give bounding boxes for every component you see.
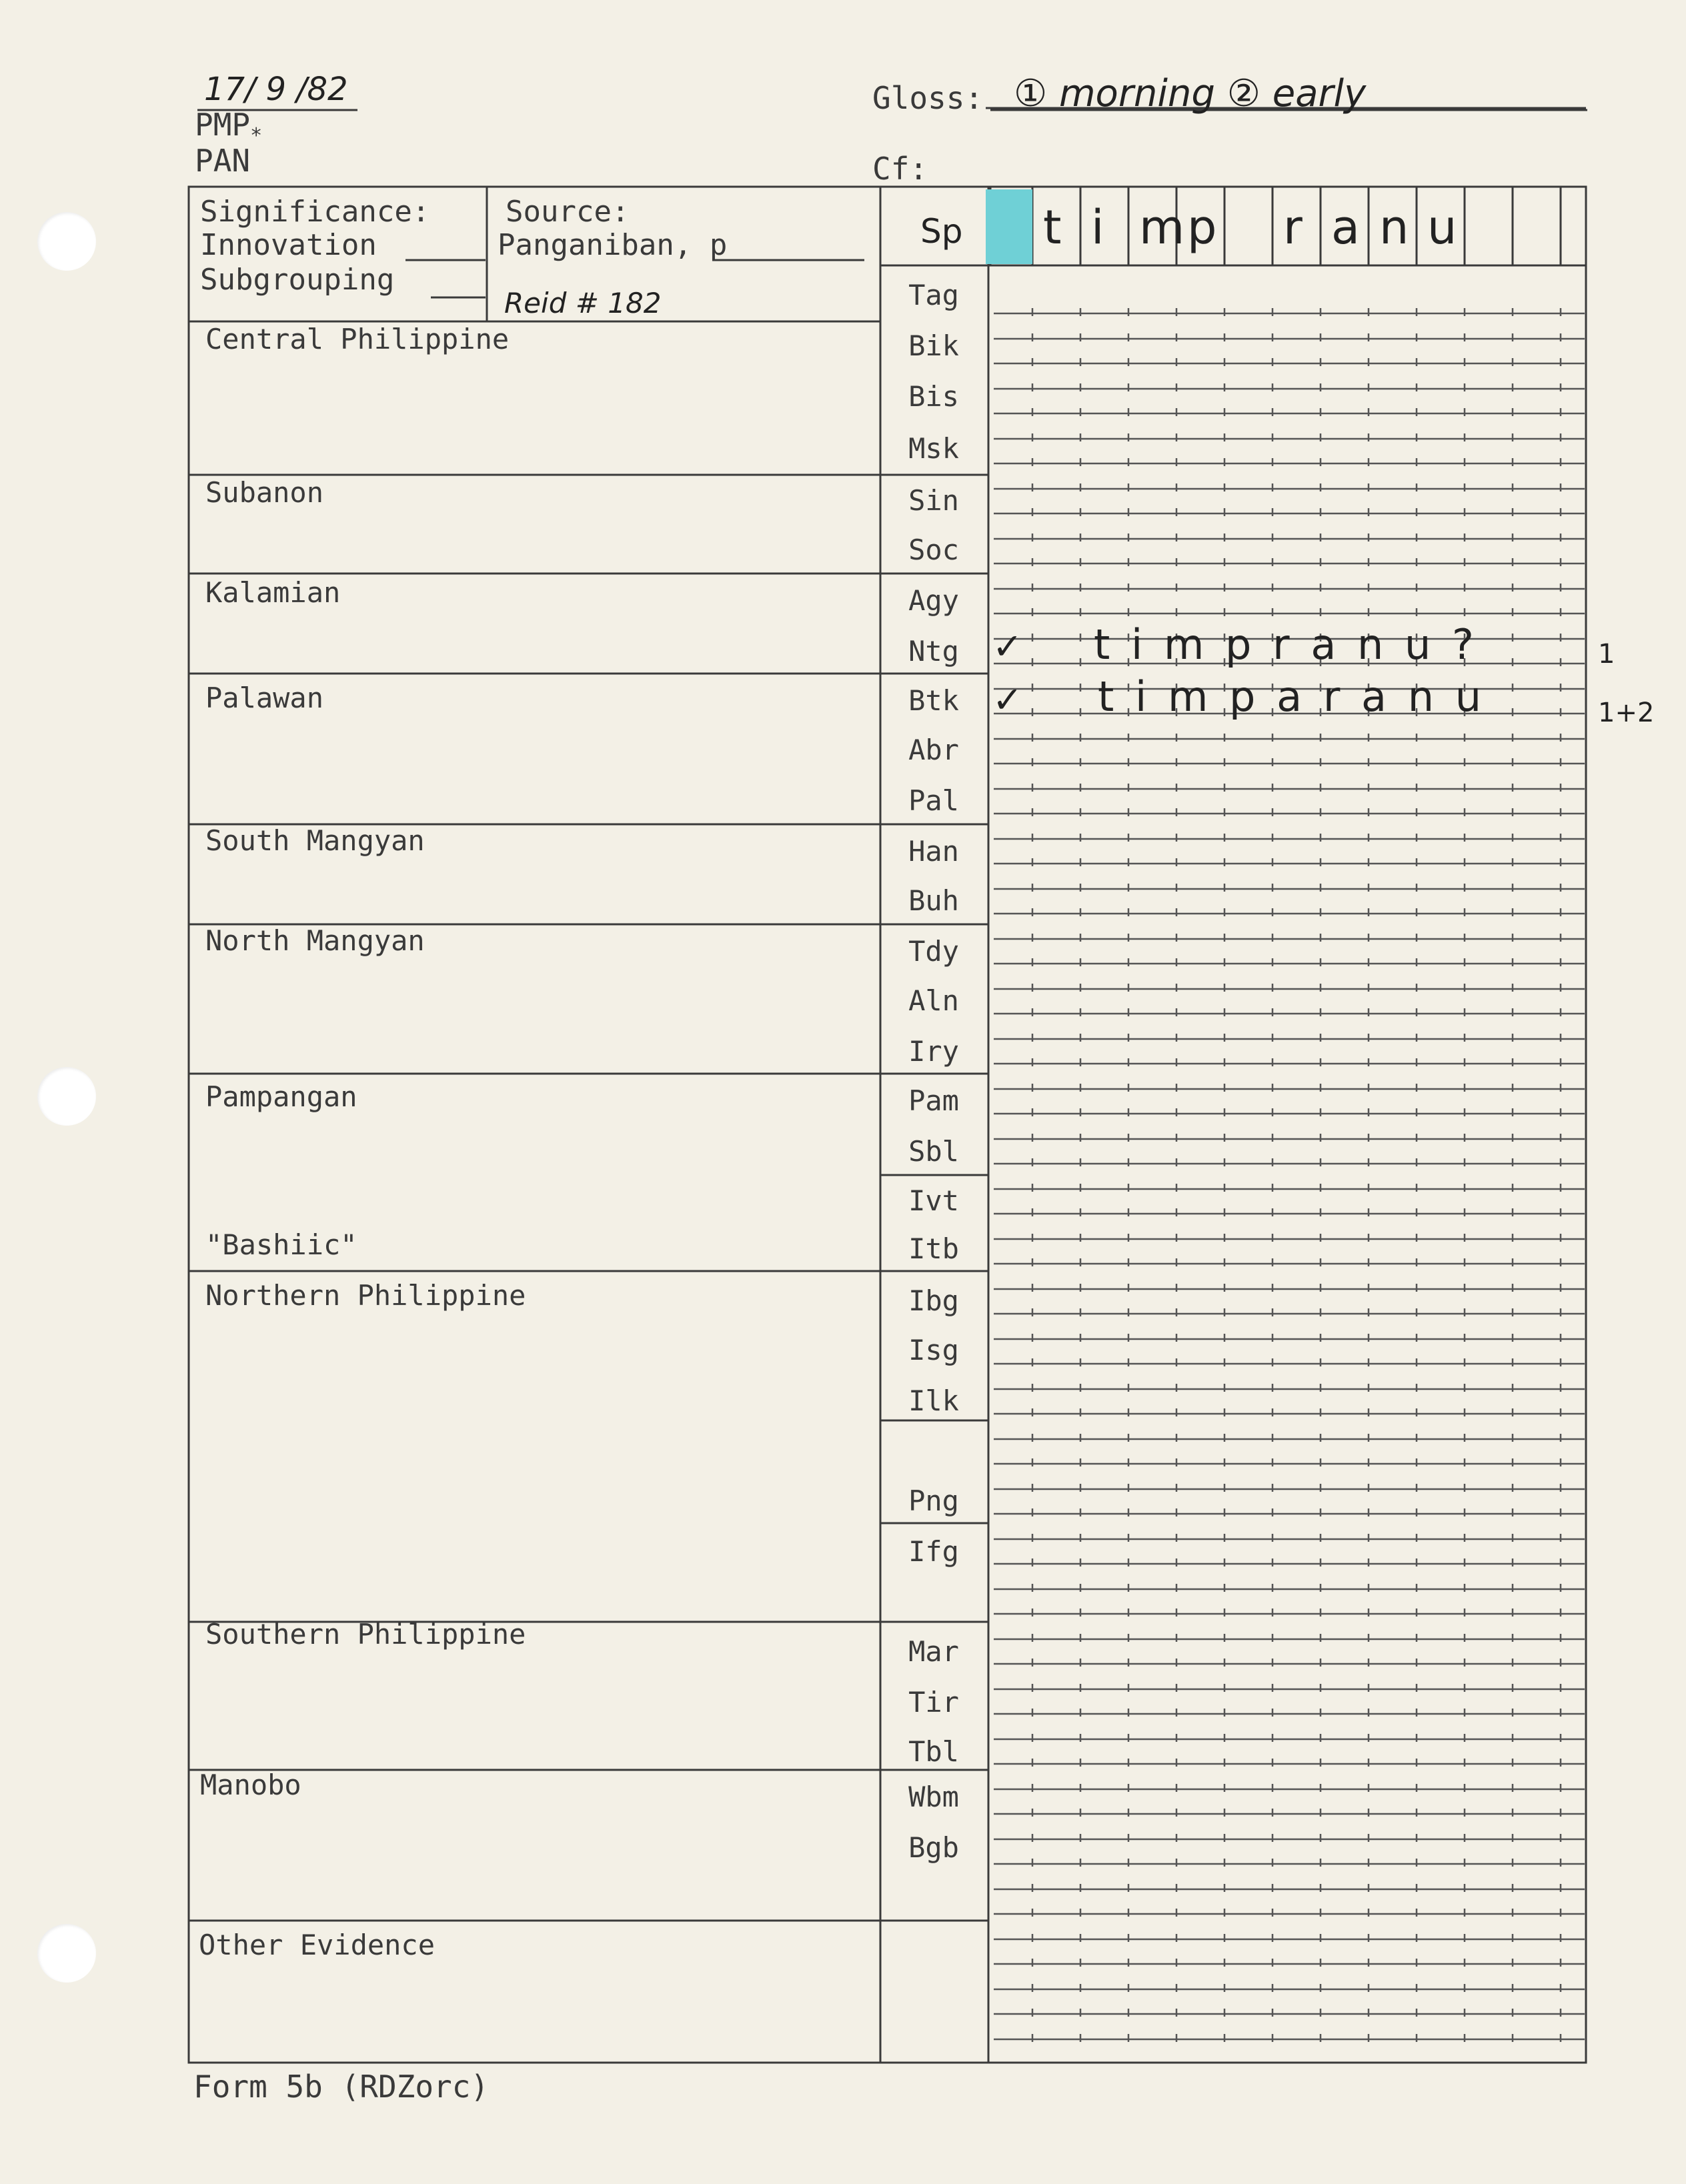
lang-ivt: Ivt xyxy=(908,1184,959,1217)
lang-agy: Agy xyxy=(908,584,959,617)
group-north-mangyan: North Mangyan xyxy=(205,924,425,957)
lang-tdy: Tdy xyxy=(908,935,959,968)
group-manobo: Manobo xyxy=(200,1769,301,1801)
lang-pam: Pam xyxy=(908,1084,959,1117)
sp-letter: t xyxy=(1043,200,1062,255)
lang-tag: Tag xyxy=(908,279,959,311)
sp-letter: n xyxy=(1379,200,1409,255)
sp-letter: m xyxy=(1139,200,1185,255)
sp-letter: i xyxy=(1091,200,1104,255)
form-footer: Form 5b (RDZorc) xyxy=(193,2069,490,2105)
sp-letter: r xyxy=(1283,200,1303,255)
reid-number: Reid # 182 xyxy=(504,287,662,319)
pan-label: PAN xyxy=(195,143,251,179)
group-central-philippine: Central Philippine xyxy=(205,323,510,355)
lang-ntg: Ntg xyxy=(908,635,959,668)
lang-itb: Itb xyxy=(908,1232,959,1265)
group-subanon: Subanon xyxy=(205,476,324,509)
lang-aln: Aln xyxy=(908,984,959,1017)
lang-mar: Mar xyxy=(908,1635,959,1668)
subgrouping-label: Subgrouping xyxy=(200,263,395,297)
ntg-note: 1 xyxy=(1598,639,1615,670)
pmp-text: PMP xyxy=(195,107,251,143)
group-kalamian: Kalamian xyxy=(205,576,341,609)
group-southern-philippine: Southern Philippine xyxy=(205,1618,526,1651)
lang-bgb: Bgb xyxy=(908,1831,959,1864)
lang-wbm: Wbm xyxy=(908,1781,959,1813)
pmp-asterisk: * xyxy=(250,124,263,148)
pmp-label xyxy=(195,107,262,147)
lang-abr: Abr xyxy=(908,734,959,766)
sp-letter: a xyxy=(1331,200,1360,255)
sp-letter: p xyxy=(1187,200,1217,255)
group-other-evidence: Other Evidence xyxy=(199,1929,436,1961)
lang-msk: Msk xyxy=(908,432,959,465)
source-label: Source: xyxy=(506,195,630,229)
sp-highlight-cell xyxy=(986,189,1032,264)
gloss-value: ① morning ② early xyxy=(1014,72,1367,115)
group-northern-philippine: Northern Philippine xyxy=(205,1279,526,1312)
lang-han: Han xyxy=(908,835,959,868)
lang-ilk: Ilk xyxy=(908,1384,959,1417)
lang-iry: Iry xyxy=(908,1035,959,1068)
ntg-check: ✓ xyxy=(992,626,1023,668)
lang-tir: Tir xyxy=(908,1686,959,1719)
lang-soc: Soc xyxy=(908,533,959,566)
lang-sbl: Sbl xyxy=(908,1135,959,1168)
ntg-form: t i m p r a n u ? xyxy=(1094,620,1478,669)
group-pampangan: Pampangan xyxy=(205,1080,357,1113)
sp-letter: u xyxy=(1427,200,1457,255)
lang-bis: Bis xyxy=(908,380,959,413)
lang-ibg: Ibg xyxy=(908,1284,959,1317)
gloss-label: Gloss: xyxy=(872,80,984,116)
lang-buh: Buh xyxy=(908,884,959,917)
lang-sin: Sin xyxy=(908,484,959,517)
lang-ifg: Ifg xyxy=(908,1535,959,1568)
cf-label: Cf: xyxy=(872,151,928,187)
source-value: Panganiban, p xyxy=(498,228,728,262)
group-palawan: Palawan xyxy=(205,682,324,714)
lang-isg: Isg xyxy=(908,1334,959,1366)
significance-label: Significance: xyxy=(200,195,430,229)
btk-form: t i m p a r a n u xyxy=(1098,672,1486,721)
lang-bik: Bik xyxy=(908,329,959,362)
group-south-mangyan: South Mangyan xyxy=(205,824,425,857)
lang-tbl: Tbl xyxy=(908,1735,959,1768)
group-bashiic: "Bashiic" xyxy=(205,1228,357,1261)
lang-pal: Pal xyxy=(908,784,959,817)
btk-check: ✓ xyxy=(992,679,1023,721)
innovation-label: Innovation xyxy=(200,228,377,262)
date-text: 17/ 9 /82 xyxy=(204,71,348,108)
lang-png: Png xyxy=(908,1484,959,1517)
btk-note: 1+2 xyxy=(1598,698,1655,728)
sp-label: Sp xyxy=(920,212,963,251)
lang-btk: Btk xyxy=(908,684,959,717)
